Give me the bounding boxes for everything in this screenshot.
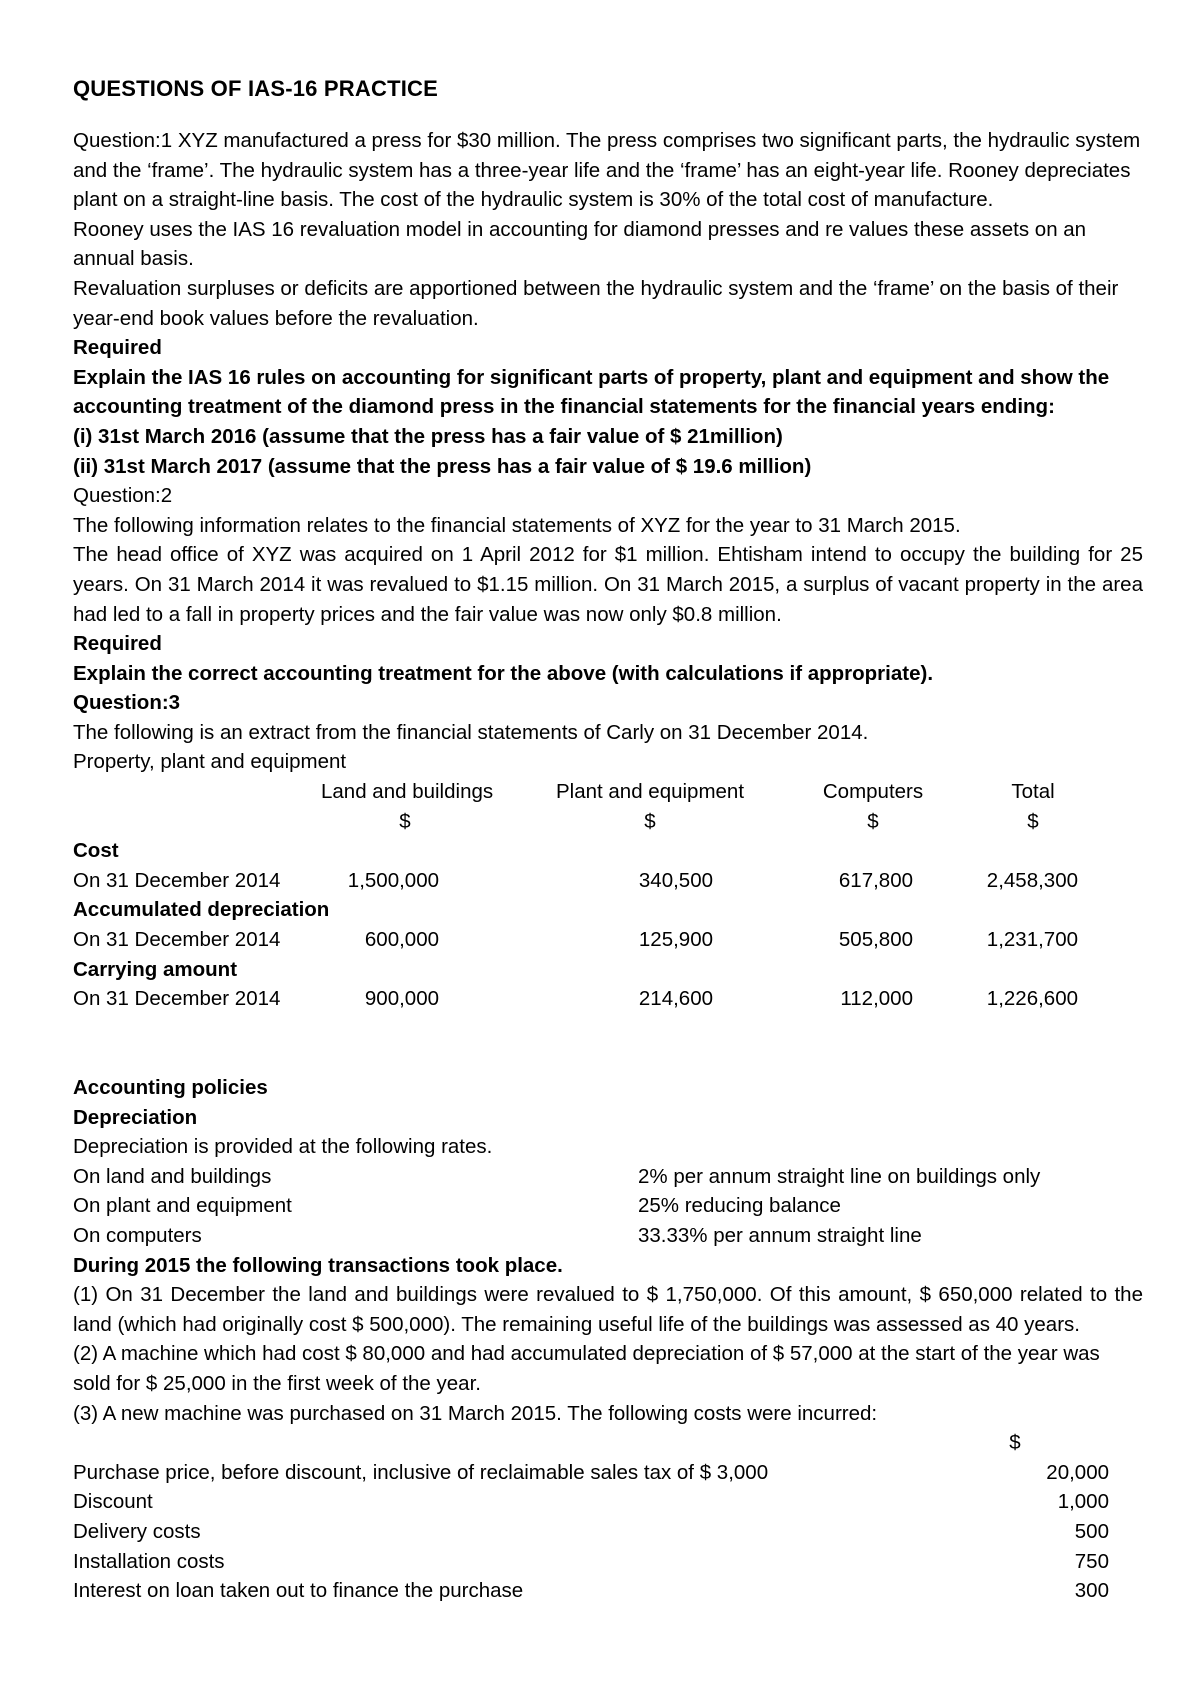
rate-value: 33.33% per annum straight line [638,1224,922,1248]
table-cell: 505,800 [838,928,913,952]
cost-row [73,1547,1143,1577]
q2-paragraph-1: The following information relates to the financial statements of XYZ for the year to 31 March 2015. [73,513,961,537]
transaction-1: (1) On 31 December the land and buildings were revalued to $ 1,750,000. Of this amount, $ 650,000 related to the land (which had originally cost $ 500,000). The remaining useful life of the buildings was assessed as 40 years. [73,1283,1143,1336]
cost-label: Installation costs [73,1549,225,1573]
section-label-cost: Cost [73,839,119,863]
q1-paragraph-1: Question:1 XYZ manufactured a press for $30 million. The press comprises two significant parts, the hydraulic system and the ‘frame’. The hydraulic system has a three-year life and the ‘frame’ has an eight-year life. Rooney depreciates plant on a straight-line basis. The cost of the hydraulic system is 30% of the total cost of manufacture. [73,129,1141,212]
cost-value: 750 [1074,1549,1109,1573]
q1-required-item-i: (i) 31st March 2016 (assume that the press has a fair value of $ 21million) [73,424,783,448]
q2-required-text: Explain the correct accounting treatment for the above (with calculations if appropriate). [73,661,934,685]
cost-label: Discount [73,1490,153,1514]
q2-paragraph-2: The head office of XYZ was acquired on 1 April 2012 for $1 million. Ehtisham intend to occupy the building for 25 years. On 31 March 2014 it was revalued to $1.15 million. On 31 March 2015, a surplus of vacant property in the area had led to a fall in property prices and the fair value was now only $0.8 million. [73,543,1143,626]
section-label-accumulated-depreciation: Accumulated depreciation [73,898,330,922]
column-header-computers: Computers [822,780,924,804]
accounting-policies-heading: Accounting policies [73,1076,268,1100]
cost-label: Delivery costs [73,1519,201,1543]
cost-label: Interest on loan taken out to finance the purchase [73,1579,524,1603]
table-row [73,925,1143,955]
rate-label: On plant and equipment [73,1194,292,1218]
depreciation-heading: Depreciation [73,1105,198,1129]
table-cell: 340,500 [638,868,713,892]
q2-heading: Question:2 [73,484,173,508]
rate-label: On land and buildings [73,1164,272,1188]
cost-value: 20,000 [1046,1460,1109,1484]
q3-heading: Question:3 [73,691,181,715]
section-label-carrying-amount: Carrying amount [73,957,238,981]
ppe-table [73,777,1143,1073]
q1-paragraph-3: Revaluation surpluses or deficits are apportioned between the hydraulic system and the ‘frame’ on the basis of their year-end book values before the revaluation. [73,276,1119,330]
column-header-land-buildings: Land and buildings [321,780,494,804]
cost-value: 300 [1074,1579,1109,1603]
table-units-row [73,807,1143,837]
q2-required-heading: Required [73,632,162,656]
row-label: On 31 December 2014 [73,987,281,1011]
cost-row [73,1487,1143,1517]
table-cell: 1,500,000 [347,868,439,892]
row-label: On 31 December 2014 [73,928,281,952]
rate-row [73,1191,1143,1221]
q3-intro: The following is an extract from the financial statements of Carly on 31 December 2014. [73,720,869,744]
table-row [73,866,1143,896]
table-cell: 112,000 [840,987,913,1011]
q1-required-item-ii: (ii) 31st March 2017 (assume that the press has a fair value of $ 19.6 million) [73,454,812,478]
costs-unit: $ [1009,1431,1021,1455]
table-section-row [73,895,1143,925]
costs-unit-row [73,1428,1143,1458]
transaction-3: (3) A new machine was purchased on 31 March 2015. The following costs were incurred: [73,1401,878,1425]
table-cell: 1,231,700 [986,928,1078,952]
table-section-row [73,836,1143,866]
table-cell: 214,600 [638,987,713,1011]
cost-row [73,1576,1143,1606]
table-section-row [73,955,1143,985]
rate-row [73,1221,1143,1251]
depreciation-intro: Depreciation is provided at the following rates. [73,1135,493,1159]
rate-label: On computers [73,1224,202,1248]
rate-value: 2% per annum straight line on buildings only [638,1164,1041,1188]
table-cell: 900,000 [364,987,439,1011]
q1-required-text: Explain the IAS 16 rules on accounting for significant parts of property, plant and equipment and show the accounting treatment of the diamond press in the financial statements for the financial years ending: [73,365,1110,419]
unit-cell: $ [644,809,656,833]
table-cell: 1,226,600 [986,987,1078,1011]
unit-cell: $ [1027,809,1039,833]
row-label: On 31 December 2014 [73,868,281,892]
cost-value: 500 [1074,1519,1109,1543]
unit-cell: $ [867,809,879,833]
transaction-2: (2) A machine which had cost $ 80,000 and had accumulated depreciation of $ 57,000 at the start of the year was sold for $ 25,000 in the first week of the year. [73,1342,1100,1395]
table-cell: 2,458,300 [986,868,1078,892]
transactions-heading: During 2015 the following transactions took place. [73,1253,563,1277]
cost-row [73,1458,1143,1488]
table-row [73,984,1143,1014]
table-cell: 600,000 [364,928,439,952]
rate-row [73,1162,1143,1192]
table-cell: 617,800 [838,868,913,892]
q1-paragraph-2: Rooney uses the IAS 16 revaluation model in accounting for diamond presses and re values these assets on an annual basis. [73,217,1087,271]
table-cell: 125,900 [638,928,713,952]
rate-value: 25% reducing balance [638,1194,841,1218]
cost-row [73,1517,1143,1547]
q3-ppe-heading: Property, plant and equipment [73,750,347,774]
cost-label: Purchase price, before discount, inclusive of reclaimable sales tax of $ 3,000 [73,1460,769,1484]
table-header-row [73,777,1143,807]
unit-cell: $ [399,809,411,833]
document-title: QUESTIONS OF IAS-16 PRACTICE [73,76,438,101]
column-header-plant-equipment: Plant and equipment [555,780,745,804]
cost-value: 1,000 [1057,1490,1109,1514]
document-body [73,126,1143,1606]
q1-required-heading: Required [73,336,162,360]
column-header-total: Total [1011,780,1055,804]
